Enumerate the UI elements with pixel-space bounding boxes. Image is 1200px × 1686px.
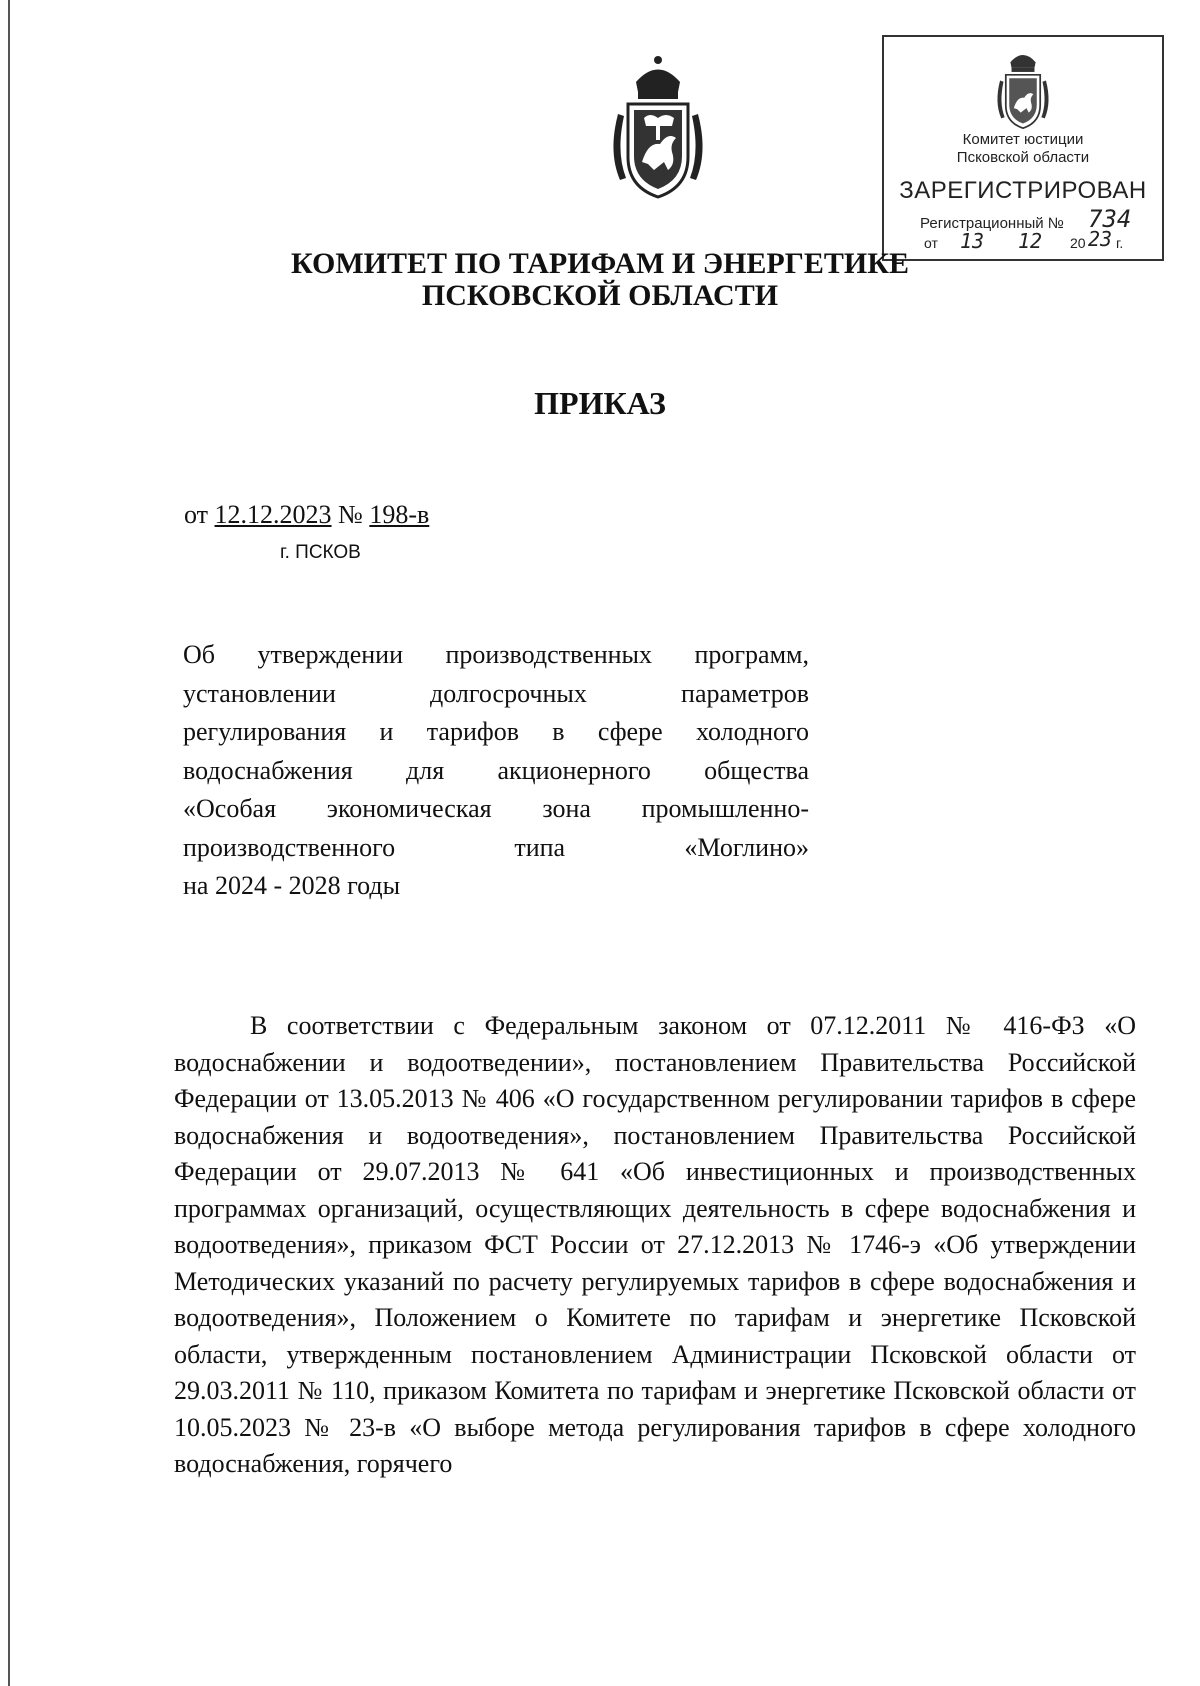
org-title-line1: КОМИТЕТ ПО ТАРИФАМ И ЭНЕРГЕТИКЕ xyxy=(291,247,909,280)
stamp-date-year-end: г. xyxy=(1116,235,1124,251)
stamp-status: ЗАРЕГИСТРИРОВАН xyxy=(899,177,1147,204)
document-type: ПРИКАЗ xyxy=(534,385,666,421)
stamp-date-month: 12 xyxy=(1018,229,1043,253)
pskov-coat-of-arms-icon xyxy=(598,52,718,202)
stamp-date-day: 13 xyxy=(960,229,985,253)
stamp-reg-number: 734 xyxy=(1088,205,1132,233)
stamp-org-line2: Псковской области xyxy=(956,149,1090,166)
subject-line: водоснабжения для акционерного общества xyxy=(183,755,809,785)
org-title-line2: ПСКОВСКОЙ ОБЛАСТИ xyxy=(421,279,779,312)
subject-line: регулирования и тарифов в сфере холодного xyxy=(183,717,809,746)
date-prefix: от xyxy=(184,500,209,529)
number-sign: № xyxy=(338,500,363,529)
subject-line: на 2024 - 2028 годы xyxy=(183,871,401,900)
order-date-number xyxy=(184,500,429,530)
stamp-date-year-prefix: 20 xyxy=(1070,235,1086,251)
city: г. ПСКОВ xyxy=(280,542,361,563)
stamp-date-year-suffix: 23 xyxy=(1088,227,1113,251)
subject-line: Об утверждении производственных программ, xyxy=(183,640,809,669)
pskov-coat-of-arms-small-icon xyxy=(988,45,1058,131)
order-date: 12.12.2023 xyxy=(214,500,332,529)
stamp-reg-label: Регистрационный № xyxy=(920,215,1064,232)
subject-line: производственного типа «Моглино» xyxy=(183,832,809,862)
registration-stamp xyxy=(882,35,1164,261)
order-number: 198-в xyxy=(369,500,430,529)
order-subject xyxy=(183,636,809,906)
body-paragraph: В соответствии с Федеральным законом от 07.12.2011 № 416-ФЗ «О водоснабжении и водоотведении», постановлением Правительства Российской Федерации от 13.05.2013 № 406 «О государственном регулировании тарифов в сфере водоснабжения и водоотведения», постановлением Правительства Российской Федерации от 29.07.2013 № 641 «Об инвестиционных и производственных программах организаций, осуществляющих деятельность в сфере водоснабжения и водоотведения», приказом ФСТ России от 27.12.2013 № 1746-э «Об утверждении Методических указаний по расчету регулируемых тарифов в сфере водоснабжения и водоотведения», Положением о Комитете по тарифам и энергетике Псковской области, утвержденным постановлением Администрации Псковской области от 29.03.2011 № 110, приказом Комитета по тарифам и энергетике Псковской области от 10.05.2023 № 23-в «О выборе метода регулирования тарифов в сфере холодного водоснабжения, горячего xyxy=(174,1011,1136,1478)
stamp-date-prefix: от xyxy=(924,235,938,251)
subject-line: «Особая экономическая зона промышленно- xyxy=(183,794,809,823)
subject-line: установлении долгосрочных параметров xyxy=(183,678,809,708)
stamp-org-line1: Комитет юстиции xyxy=(962,131,1084,148)
